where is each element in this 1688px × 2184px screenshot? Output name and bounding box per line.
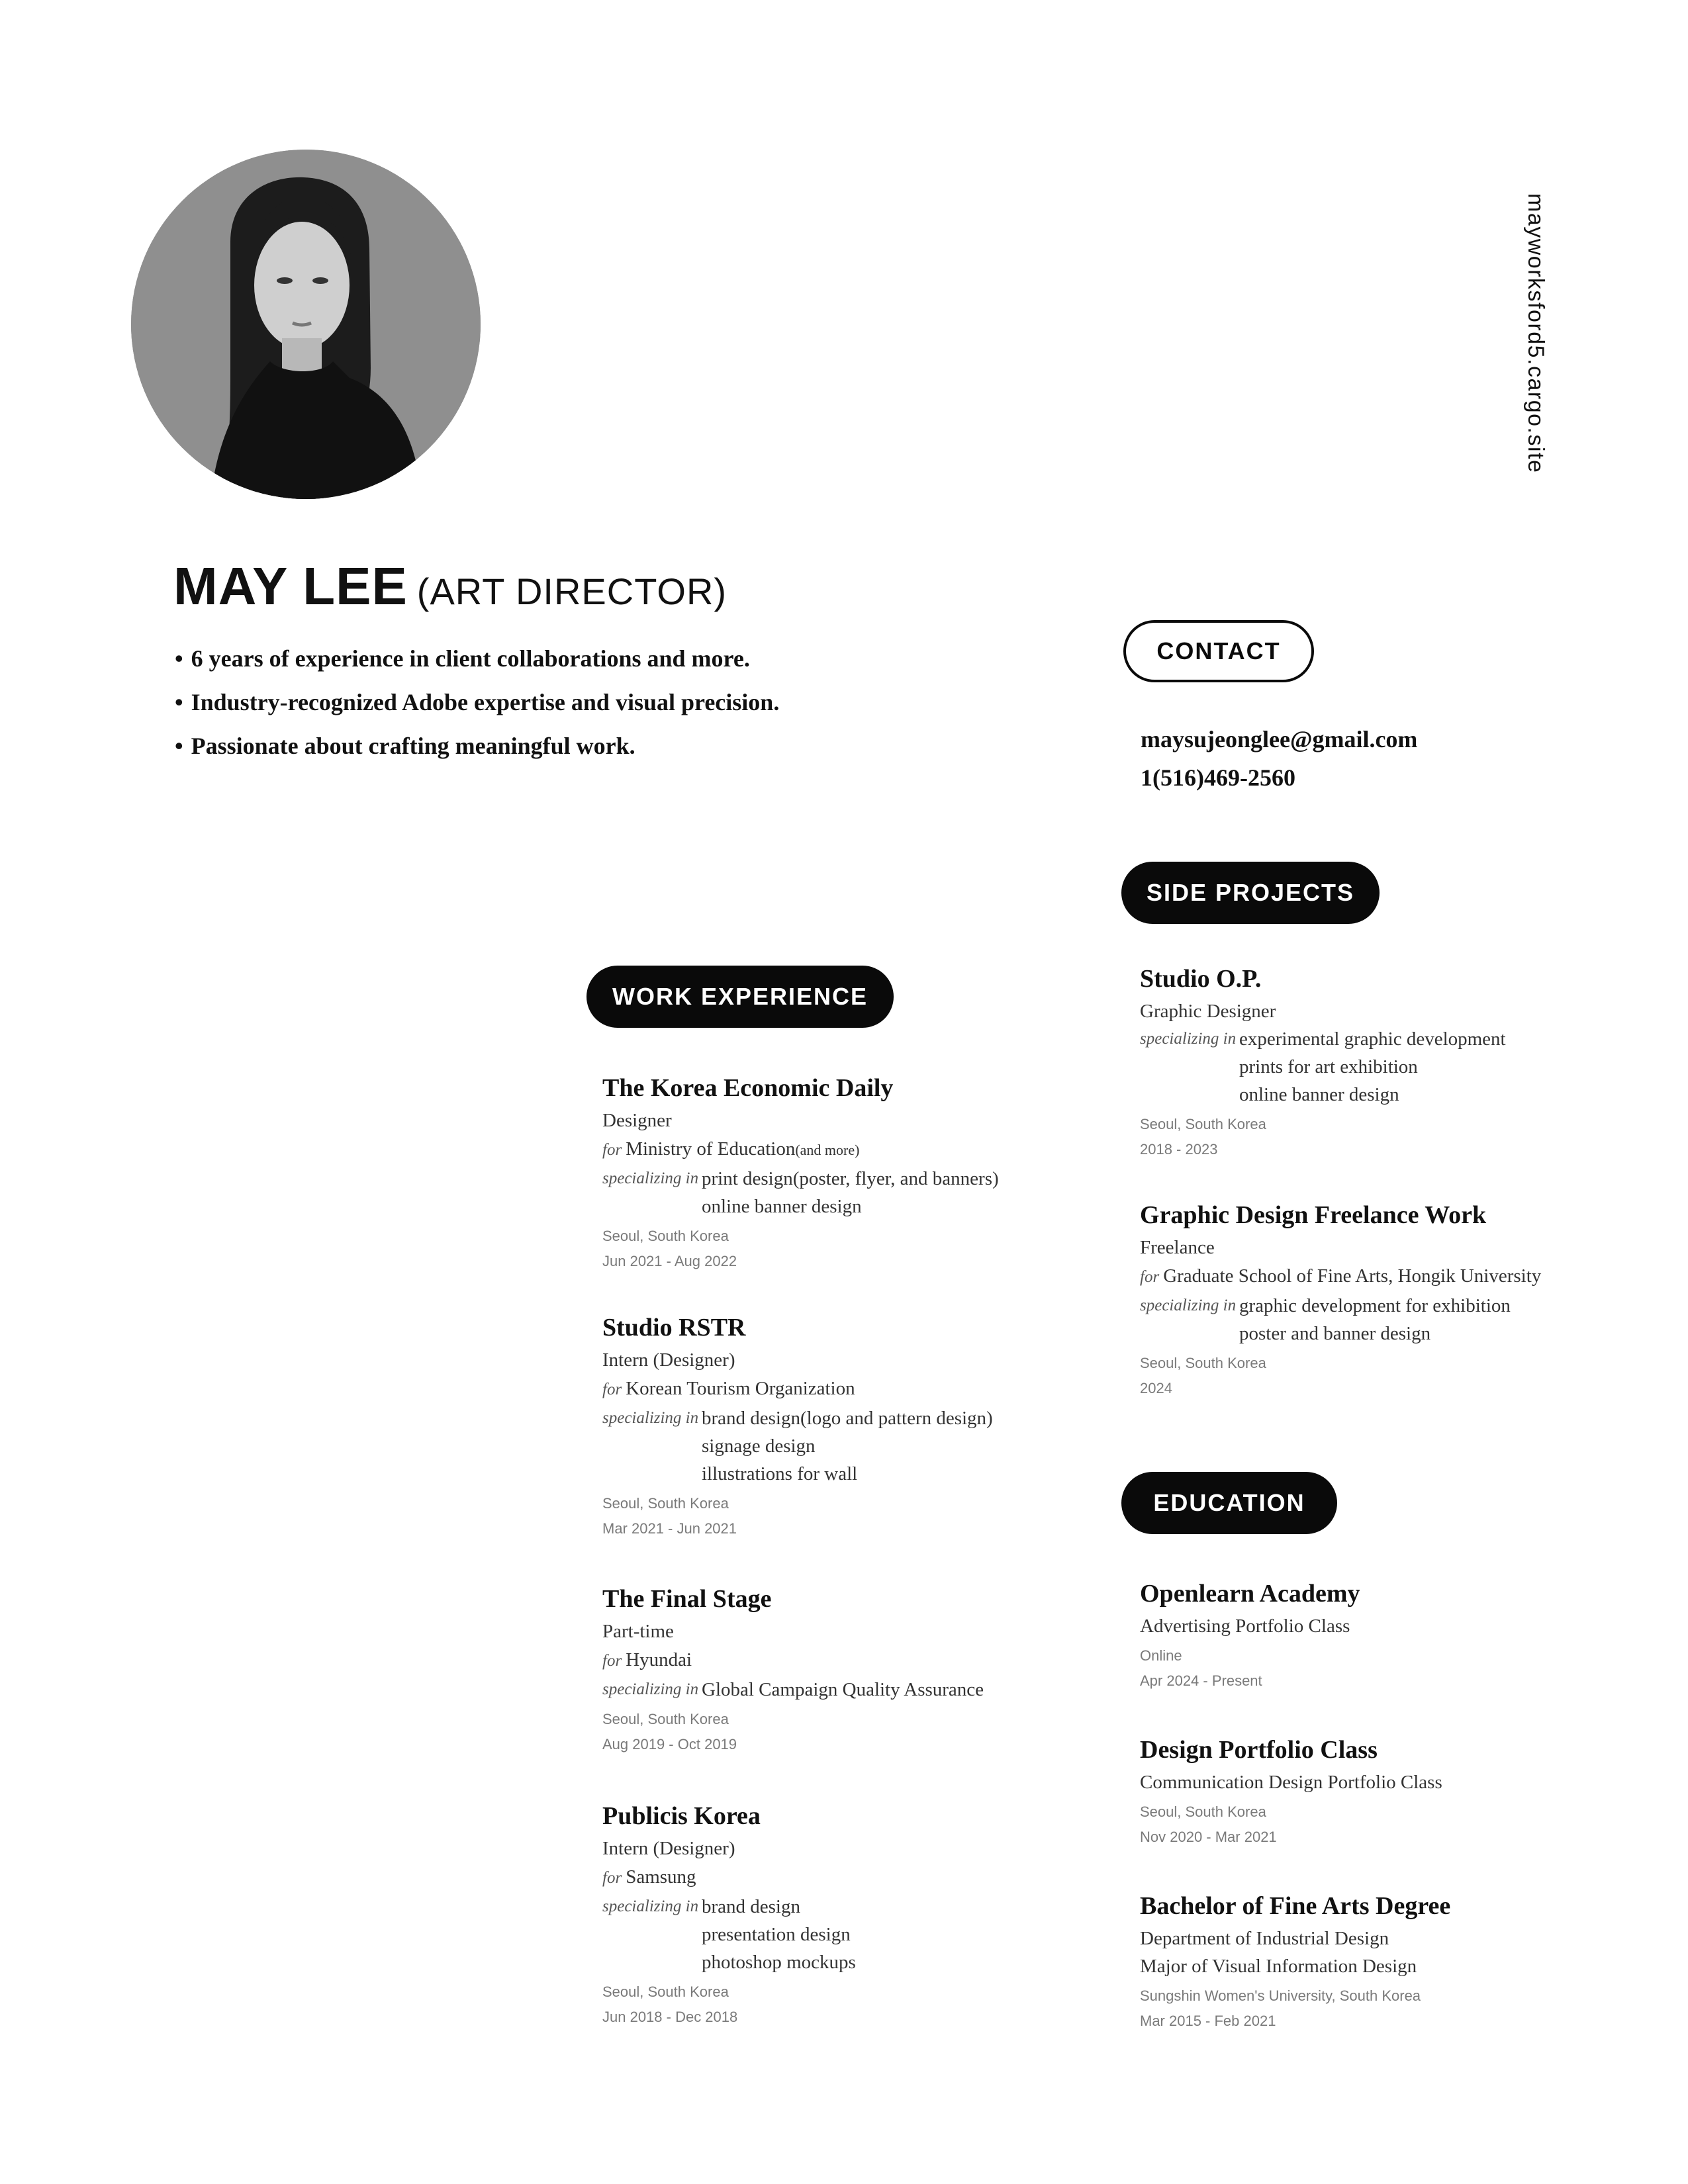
entry-client [602, 1862, 1132, 1893]
specialty-item: brand design [702, 1896, 800, 1917]
entry-detail: Major of Visual Information Design [1140, 1956, 1417, 1977]
client-name: Hyundai [626, 1649, 692, 1670]
entry-dates: 2024 [1140, 1380, 1172, 1396]
entry-title: Graphic Design Freelance Work [1140, 1201, 1487, 1229]
entry-title: Design Portfolio Class [1140, 1736, 1378, 1764]
entry-location: Seoul, South Korea [602, 1983, 729, 2000]
entry-client [602, 1374, 1132, 1404]
entry-location: Online [1140, 1647, 1182, 1664]
entry-specialties [602, 1893, 1132, 1976]
specialty-item: experimental graphic development [1239, 1028, 1506, 1050]
entry-specialties [602, 1676, 1132, 1704]
entry-specialties [602, 1404, 1132, 1488]
person-role: (ART DIRECTOR) [416, 570, 727, 612]
entry-detail: Advertising Portfolio Class [1140, 1615, 1350, 1637]
entry-location: Sungshin Women's University, South Korea [1140, 1987, 1421, 2004]
entry-dates: Nov 2020 - Mar 2021 [1140, 1829, 1277, 1845]
entry-dates: Mar 2021 - Jun 2021 [602, 1520, 737, 1537]
education-entry [1140, 1890, 1669, 2033]
entry-detail: Communication Design Portfolio Class [1140, 1772, 1442, 1793]
entry-location: Seoul, South Korea [602, 1228, 729, 1244]
entry-role: Freelance [1140, 1237, 1215, 1258]
specialty-item: poster and banner design [1239, 1323, 1431, 1344]
entry-role: Designer [602, 1110, 672, 1131]
for-label: for [602, 1652, 622, 1670]
specializing-label: specializing in [602, 1169, 699, 1187]
contact-phone[interactable]: 1(516)469-2560 [1141, 764, 1295, 791]
specializing-label: specializing in [1140, 1030, 1237, 1048]
specialty-item: brand design(logo and pattern design) [702, 1408, 993, 1429]
side-project-entry [1140, 1199, 1669, 1400]
entry-dates: Jun 2018 - Dec 2018 [602, 2009, 738, 2025]
for-label: for [1140, 1268, 1160, 1286]
entry-title: Openlearn Academy [1140, 1580, 1360, 1608]
entry-client [602, 1645, 1132, 1676]
side-projects-heading: SIDE PROJECTS [1121, 862, 1380, 924]
entry-location: Seoul, South Korea [1140, 1803, 1266, 1820]
specialty-item: Global Campaign Quality Assurance [702, 1679, 984, 1700]
entry-location: Seoul, South Korea [1140, 1116, 1266, 1132]
education-entry [1140, 1734, 1669, 1849]
summary-bullet: • 6 years of experience in client collaborations and more. [175, 637, 779, 680]
client-name: Korean Tourism Organization [626, 1378, 855, 1399]
name-heading [173, 556, 727, 617]
for-label: for [602, 1141, 622, 1159]
specialty-item: online banner design [1239, 1084, 1399, 1105]
contact-info [1141, 720, 1417, 797]
entry-location: Seoul, South Korea [1140, 1355, 1266, 1371]
specialty-item: print design(poster, flyer, and banners) [702, 1168, 999, 1189]
entry-detail: Department of Industrial Design [1140, 1928, 1389, 1949]
entry-dates: Apr 2024 - Present [1140, 1672, 1262, 1689]
entry-specialties [602, 1165, 1132, 1220]
specialty-item: online banner design [702, 1196, 862, 1217]
entry-specialties [1140, 1292, 1669, 1347]
contact-heading: CONTACT [1123, 620, 1314, 682]
specializing-label: specializing in [602, 1897, 699, 1915]
work-entry [602, 1583, 1132, 1756]
specialty-item: presentation design [702, 1924, 851, 1945]
entry-role: Graphic Designer [1140, 1001, 1276, 1022]
education-heading: EDUCATION [1121, 1472, 1337, 1534]
specialty-item: photoshop mockups [702, 1952, 856, 1973]
entry-location: Seoul, South Korea [602, 1495, 729, 1512]
profile-photo [131, 150, 481, 499]
specializing-label: specializing in [1140, 1297, 1237, 1314]
entry-role: Part-time [602, 1621, 674, 1642]
specialty-item: graphic development for exhibition [1239, 1295, 1511, 1316]
specialty-item: illustrations for wall [702, 1463, 858, 1484]
entry-title: Publicis Korea [602, 1802, 761, 1830]
specialty-item: prints for art exhibition [1239, 1056, 1418, 1077]
entry-role: Intern (Designer) [602, 1838, 735, 1859]
entry-dates: Mar 2015 - Feb 2021 [1140, 2013, 1276, 2029]
entry-client [602, 1134, 1132, 1165]
client-name: Graduate School of Fine Arts, Hongik University [1163, 1265, 1542, 1287]
entry-dates: 2018 - 2023 [1140, 1141, 1218, 1158]
entry-title: The Final Stage [602, 1585, 772, 1613]
summary-bullet: • Industry-recognized Adobe expertise and visual precision. [175, 680, 779, 724]
entry-title: The Korea Economic Daily [602, 1074, 894, 1102]
for-label: for [602, 1869, 622, 1887]
education-entry [1140, 1578, 1669, 1693]
entry-dates: Aug 2019 - Oct 2019 [602, 1736, 737, 1752]
entry-title: Studio RSTR [602, 1314, 746, 1342]
entry-title: Bachelor of Fine Arts Degree [1140, 1892, 1451, 1920]
specialty-item: signage design [702, 1435, 816, 1457]
specializing-label: specializing in [602, 1680, 699, 1698]
client-name: Ministry of Education [626, 1138, 796, 1160]
work-experience-heading: WORK EXPERIENCE [586, 966, 894, 1028]
entry-specialties [1140, 1025, 1669, 1109]
client-note: (and more) [795, 1142, 860, 1158]
contact-email[interactable]: maysujeonglee@gmail.com [1141, 726, 1418, 752]
person-name: MAY LEE [173, 557, 408, 615]
side-project-entry [1140, 963, 1669, 1161]
work-entry [602, 1312, 1132, 1541]
entry-client [1140, 1261, 1669, 1292]
work-entry [602, 1800, 1132, 2029]
summary-bullet: • Passionate about crafting meaningful work. [175, 724, 779, 768]
for-label: for [602, 1381, 622, 1398]
website-url[interactable]: mayworksford5.cargo.site [1523, 193, 1548, 474]
entry-location: Seoul, South Korea [602, 1711, 729, 1727]
summary-bullets [175, 637, 779, 768]
specializing-label: specializing in [602, 1409, 699, 1427]
entry-role: Intern (Designer) [602, 1349, 735, 1371]
entry-dates: Jun 2021 - Aug 2022 [602, 1253, 737, 1269]
work-entry [602, 1072, 1132, 1273]
client-name: Samsung [626, 1866, 696, 1888]
entry-title: Studio O.P. [1140, 965, 1262, 993]
